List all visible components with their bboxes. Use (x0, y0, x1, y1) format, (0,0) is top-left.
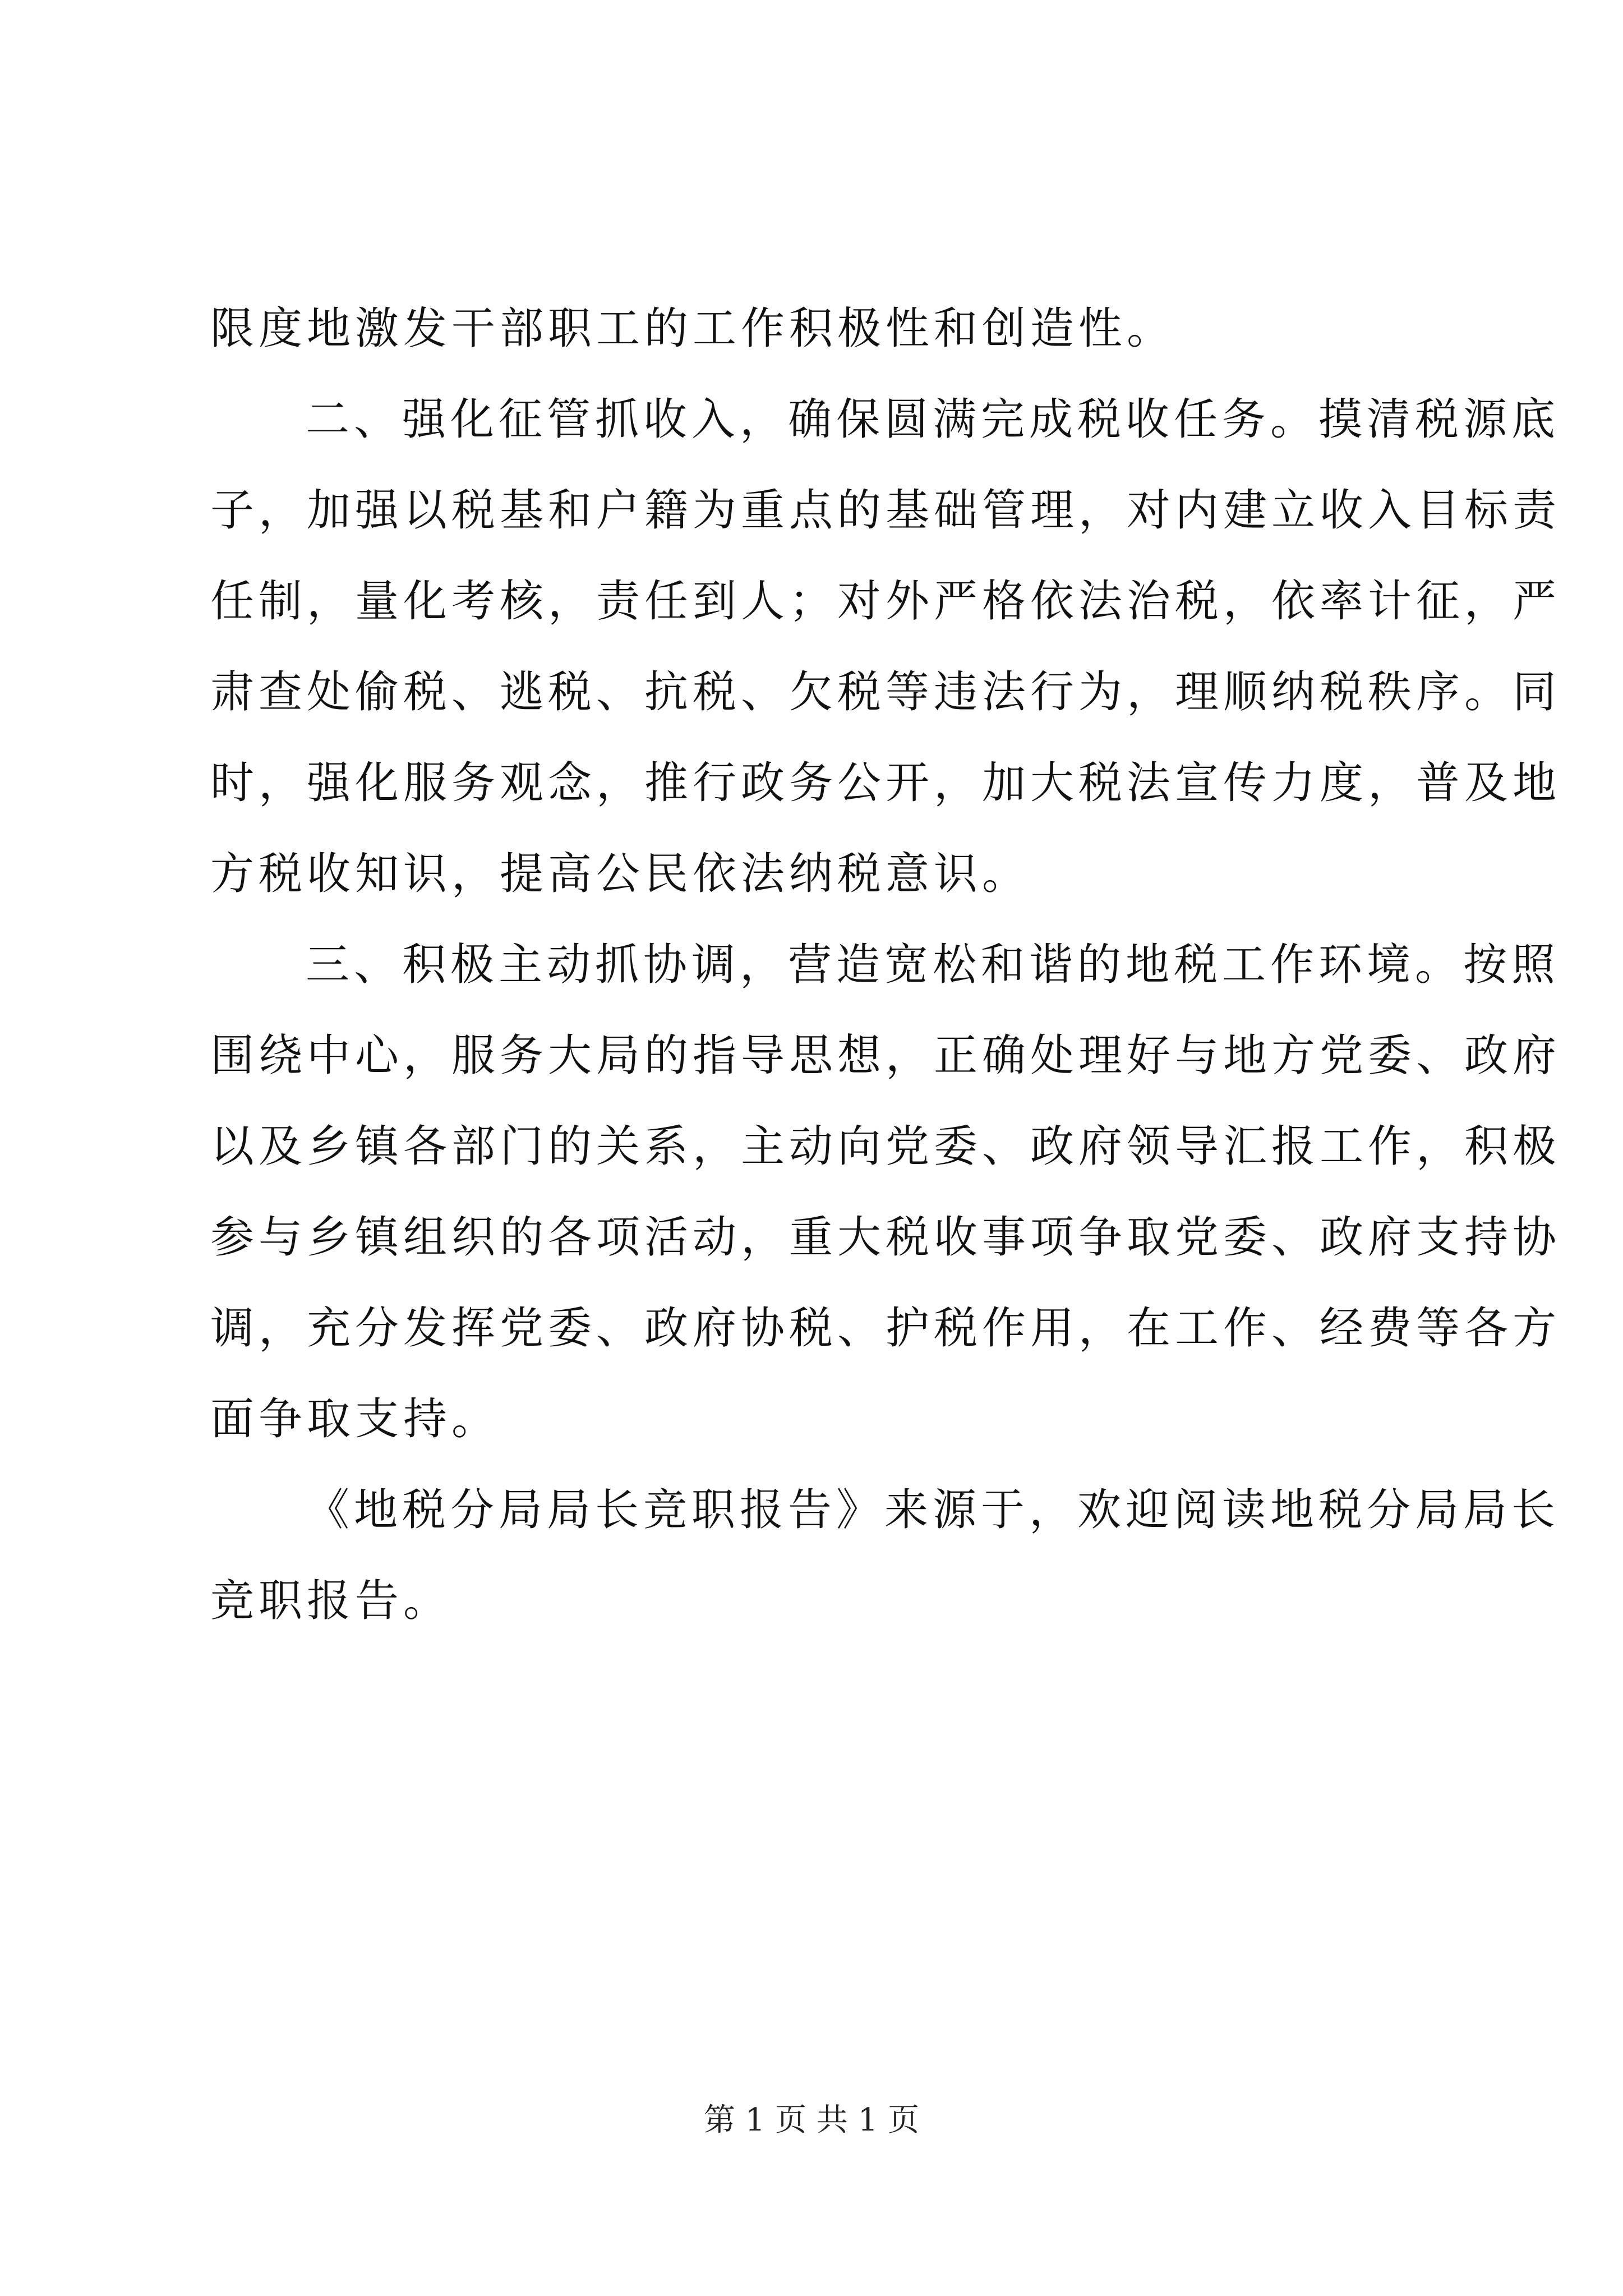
text-line: 子，加强以税基和户籍为重点的基础管理，对内建立收入目标责 (210, 485, 1561, 536)
text-line: 三、积极主动抓协调，营造宽松和谐的地税工作环境。按照 (306, 940, 1560, 990)
text-line: 时，强化服务观念，推行政务公开，加大税法宣传力度，普及地 (210, 758, 1561, 808)
text-line: 参与乡镇组织的各项活动，重大税收事项争取党委、政府支持协 (210, 1212, 1561, 1263)
text-line: 《地税分局局长竞职报告》来源于，欢迎阅读地税分局局长 (306, 1485, 1560, 1535)
text-line: 调，充分发挥党委、政府协税、护税作用，在工作、经费等各方 (210, 1303, 1561, 1354)
page-number-footer: 第 1 页 共 1 页 (703, 2102, 920, 2138)
text-line: 围绕中心，服务大局的指导思想，正确处理好与地方党委、政府 (210, 1030, 1561, 1081)
text-line: 二、强化征管抓收入，确保圆满完成税收任务。摸清税源底 (306, 394, 1560, 445)
text-line: 方税收知识，提高公民依法纳税意识。 (210, 849, 1031, 899)
text-line: 以及乡镇各部门的关系，主动向党委、政府领导汇报工作，积极 (210, 1121, 1561, 1172)
text-line: 竞职报告。 (210, 1576, 452, 1626)
text-line: 限度地激发干部职工的工作积极性和创造性。 (210, 303, 1175, 354)
text-line: 任制，量化考核，责任到人；对外严格依法治税，依率计征，严 (210, 576, 1561, 627)
document-body (210, 283, 1561, 1646)
text-line: 面争取支持。 (210, 1394, 500, 1444)
text-line: 肃查处偷税、逃税、抗税、欠税等违法行为，理顺纳税秩序。同 (210, 667, 1561, 717)
